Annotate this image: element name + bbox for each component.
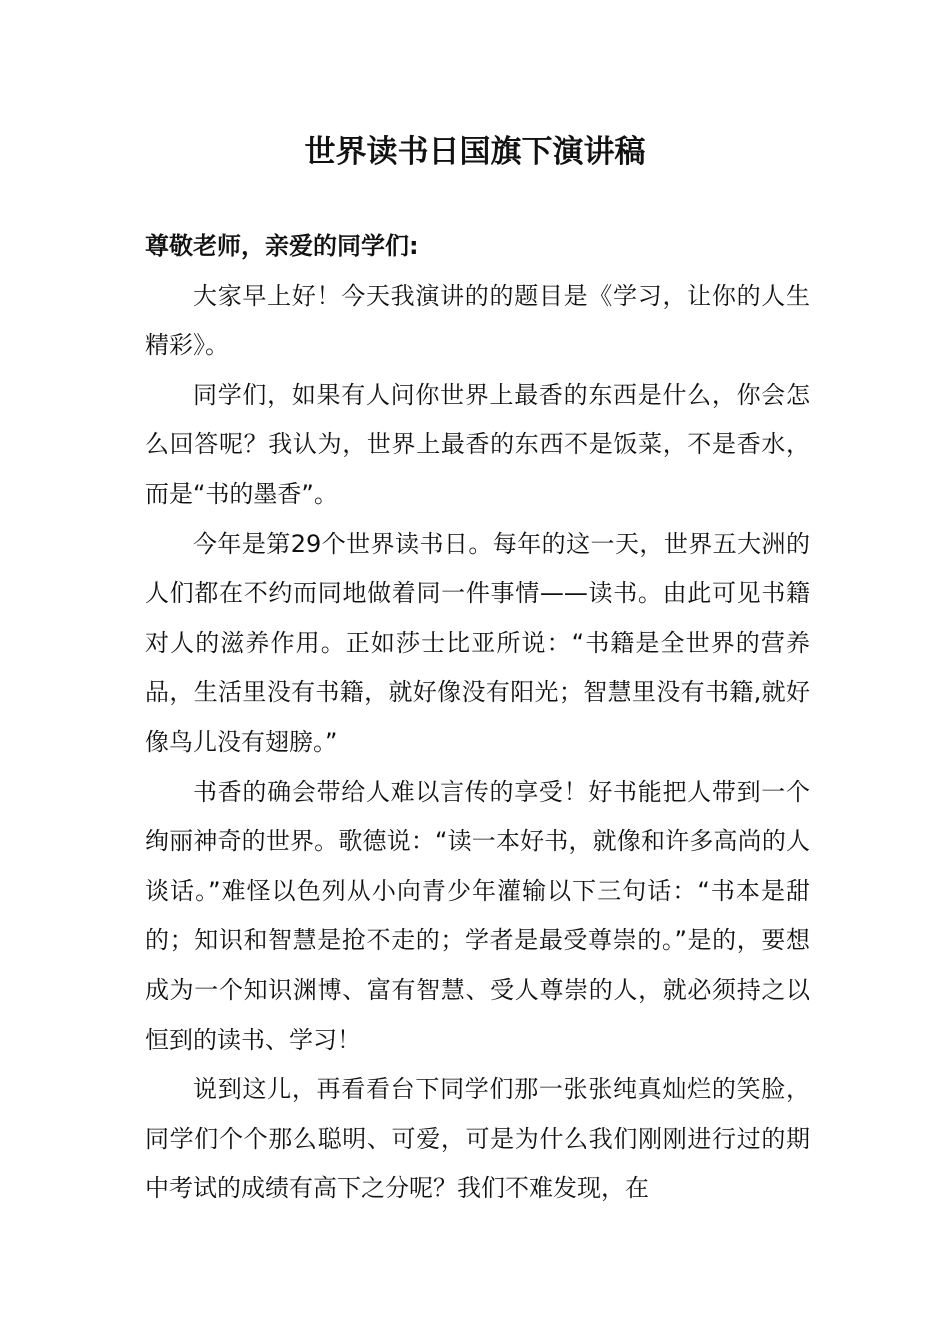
document-body: [145, 222, 810, 1214]
paragraph: 说到这儿，再看看台下同学们那一张张纯真灿烂的笑脸，同学们个个那么聪明、可爱，可是为什么我们刚刚进行过的期中考试的成绩有高下之分呢？我们不难发现，在: [145, 1075, 810, 1203]
salutation: 尊敬老师，亲爱的同学们:: [145, 232, 419, 260]
paragraph: 今年是第29个世界读书日。每年的这一天，世界五大洲的人们都在不约而同地做着同一件事情——读书。由此可见书籍对人的滋养作用。正如莎士比亚所说：“书籍是全世界的营养品，生活里没有书籍，就好像没有阳光；智慧里没有书籍,就好像鸟儿没有翅膀。”: [145, 529, 810, 756]
paragraph: 书香的确会带给人难以言传的享受！好书能把人带到一个绚丽神奇的世界。歌德说：“读一本好书，就像和许多高尚的人谈话。”难怪以色列从小向青少年灌输以下三句话：“书本是甜的；知识和智慧是抢不走的；学者是最受尊崇的。”是的，要想成为一个知识渊博、富有智慧、受人尊崇的人，就必须持之以恒到的读书、学习！: [145, 777, 810, 1054]
paragraph: 同学们，如果有人问你世界上最香的东西是什么，你会怎么回答呢？我认为，世界上最香的东西不是饭菜，不是香水，而是“书的墨香”。: [145, 380, 810, 508]
paragraph: 大家早上好！今天我演讲的的题目是《学习，让你的人生精彩》。: [145, 281, 810, 360]
document-title: 世界读书日国旗下演讲稿: [304, 134, 646, 170]
